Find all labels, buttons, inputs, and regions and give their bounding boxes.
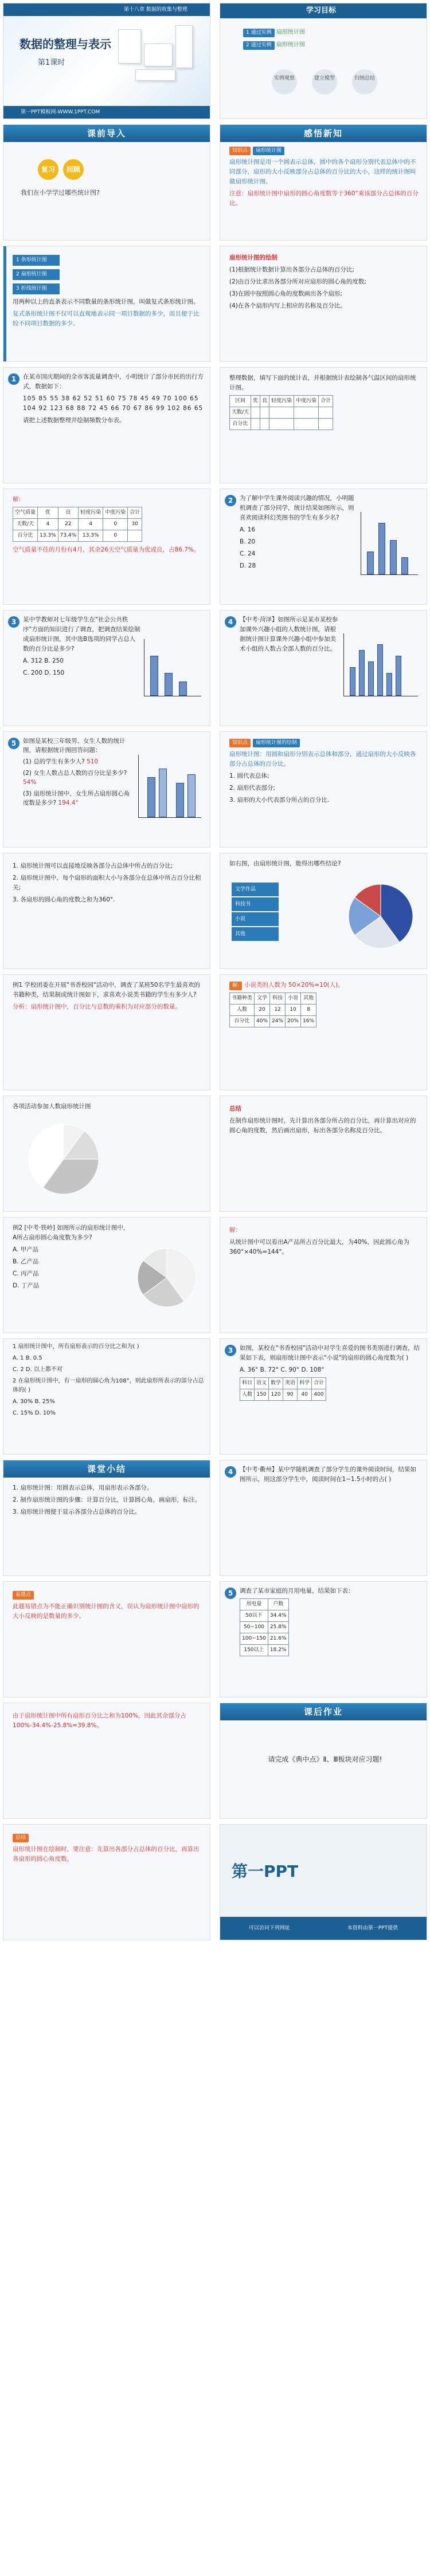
summary-item: 2. 制作扇形统计图的步骤：计算百分比，计算圆心角，画扇形，标注。 bbox=[13, 1496, 201, 1503]
chart-type-label: 3 折线统计图 bbox=[13, 283, 60, 294]
chart-bar bbox=[359, 650, 365, 696]
chart-bar bbox=[179, 682, 187, 696]
option: D. 28 bbox=[240, 562, 256, 569]
pie-chart bbox=[346, 882, 415, 951]
table-cell: 150以上 bbox=[240, 1645, 268, 1656]
chart-bar bbox=[390, 540, 397, 574]
goal-circle: 建立模型 bbox=[312, 69, 337, 94]
slide-chart-types bbox=[3, 246, 210, 362]
cover-bottom-bar: 第一PPT模板网-WWW.1PPT.COM bbox=[3, 106, 210, 119]
table-row bbox=[240, 1389, 326, 1401]
slide-homework bbox=[220, 1703, 427, 1819]
table-cell: 天数/天 bbox=[13, 519, 38, 530]
table-cell: 良 bbox=[58, 507, 79, 519]
example-text: 例1 学校团委在开展"书香校园"活动中，调查了某班50名学生最喜欢的书籍种类，结果制成统计图如下，求喜欢小说类书籍的学生有多少人? bbox=[13, 982, 201, 998]
option: A. 312 bbox=[23, 657, 42, 664]
cover-top-bar: 第十八章 数据的收集与整理 bbox=[3, 3, 210, 16]
question-item: (1) 总的学生有多少人? 510 bbox=[23, 758, 99, 765]
table-cell: 中度污染 bbox=[294, 396, 319, 407]
question-text: 某中学教师对七年级学生在"社会公共秩序"方面的知识进行了调查，把调查结果绘制成扇形统计图，其中选B选项的同学占总人数的百分比是多少? bbox=[23, 616, 140, 652]
table-cell: 小说 bbox=[286, 993, 301, 1005]
table-row bbox=[230, 396, 333, 407]
goals-header: 学习目标 bbox=[220, 3, 427, 18]
question-number: 5 bbox=[225, 1588, 236, 1599]
summary-item: 3. 扇形统计图便于显示各部分占总体的百分比。 bbox=[13, 1508, 141, 1515]
answer-value: 194.4° bbox=[58, 799, 79, 806]
chart-bar bbox=[176, 783, 184, 817]
knowledge-tag: 知识点 bbox=[229, 147, 251, 155]
chart-bar bbox=[386, 673, 392, 696]
table-cell: 书籍种类 bbox=[230, 993, 255, 1005]
slide-practice-3 bbox=[220, 1338, 427, 1455]
question-number: 3 bbox=[225, 1345, 236, 1356]
question-ask: 请把上述数据整理并绘制频数分布表。 bbox=[23, 417, 126, 424]
slide-concept bbox=[220, 124, 427, 241]
slide-exercise-3 bbox=[3, 610, 210, 726]
table-row bbox=[13, 530, 142, 542]
answer-tag: 解: bbox=[229, 982, 242, 990]
error-tag: 易错点 bbox=[13, 1591, 34, 1600]
slide-steps bbox=[220, 246, 427, 362]
option: C. 200 bbox=[23, 669, 43, 676]
table-cell: 数学 bbox=[269, 1378, 283, 1389]
table-cell bbox=[319, 419, 333, 430]
table-cell: 语文 bbox=[255, 1378, 269, 1389]
note-item: 3. 各扇形的圆心角的度数之和为360°. bbox=[13, 896, 115, 903]
practice-q: 2 在扇形统计图中，有一扇形的圆心角为108°，则此扇形所表示的部分占总体的( ) bbox=[13, 1378, 204, 1393]
answer-table bbox=[229, 992, 316, 1027]
table-cell: 其他 bbox=[301, 993, 316, 1005]
option: C. 丙产品 bbox=[13, 1270, 39, 1277]
table-cell: 34.4% bbox=[268, 1610, 288, 1622]
slide-exercise-1 bbox=[3, 367, 210, 483]
table-cell: 21.6% bbox=[268, 1633, 288, 1645]
pie-label: 小说 bbox=[232, 912, 279, 926]
table-cell: 百分比 bbox=[13, 530, 38, 542]
chart-bar bbox=[378, 523, 385, 574]
table-cell: 轻度污染 bbox=[269, 396, 294, 407]
table-cell: 12 bbox=[270, 1005, 286, 1016]
option: D. 以上都不对 bbox=[25, 1366, 62, 1373]
chart-bar bbox=[401, 557, 408, 574]
table-cell: 区间 bbox=[230, 396, 251, 407]
question-number: 5 bbox=[8, 738, 19, 749]
table-cell: 合计 bbox=[128, 507, 142, 519]
bar-chart bbox=[138, 755, 201, 818]
question-data: 105 85 55 38 62 52 51 60 75 78 45 49 70 100 65 104 92 123 68 88 72 45 66 70 67 86 99 102 86 65 bbox=[23, 395, 204, 412]
step-item: 1. 圆代表总体; bbox=[229, 773, 269, 779]
answer-value: 510 bbox=[87, 758, 99, 765]
question-text: 【中考·衢州】某中学随机调查了部分学生的课外阅读时间，结果如图所示，则这部分学生中，阅读时间在1~1.5小时的占( ) bbox=[240, 1466, 416, 1483]
table-cell: 空气质量 bbox=[13, 507, 38, 519]
table-cell: 100~150 bbox=[240, 1633, 268, 1645]
slide-example-1 bbox=[3, 974, 210, 1090]
table-cell: 天数/天 bbox=[230, 407, 251, 419]
table-cell: 轻度污染 bbox=[79, 507, 103, 519]
option: D. 150 bbox=[44, 669, 65, 676]
table-cell bbox=[319, 407, 333, 419]
table-cell: 0 bbox=[103, 530, 128, 542]
goal-text: 扇形统计图 bbox=[276, 29, 305, 36]
option: D. 10% bbox=[34, 1410, 56, 1416]
table-cell: 25.8% bbox=[268, 1622, 288, 1633]
table-cell: 8 bbox=[301, 1005, 316, 1016]
answer-text: 由于扇形统计图中所有扇形百分比之和为100%，因此其余部分占100%-34.4%-25.8%=39.8%。 bbox=[13, 1712, 187, 1729]
table-cell: 合计 bbox=[319, 396, 333, 407]
table-cell bbox=[269, 419, 294, 430]
table-cell: 文学 bbox=[255, 993, 270, 1005]
table-cell: 科技 bbox=[270, 993, 286, 1005]
option: D. 丁产品 bbox=[13, 1282, 40, 1289]
question-text: 如图，某校在"书香校园"活动中对学生喜爱的图书类别进行调查，结果如下表，则扇形统计图中表示"小说"的扇形的圆心角度数为( ) bbox=[240, 1345, 420, 1361]
table-cell: 科学 bbox=[298, 1378, 312, 1389]
slide-lesson-summary bbox=[3, 1460, 210, 1576]
chart-bar bbox=[159, 769, 167, 817]
base-shape bbox=[135, 69, 175, 81]
question-text: 为了解中学生课外阅读兴趣的情况，小明随机调查了部分同学，统计结果如图所示，则喜欢阅读科幻类图书的学生有多少名? bbox=[240, 495, 354, 521]
table-cell: 40 bbox=[298, 1389, 312, 1401]
pie-label: 科技书 bbox=[232, 897, 279, 911]
table-cell bbox=[128, 530, 142, 542]
option: A. 36° bbox=[240, 1366, 259, 1373]
slide-intro bbox=[3, 124, 210, 241]
option: C. 15% bbox=[13, 1410, 33, 1416]
table-row bbox=[230, 993, 316, 1005]
step-item: 2. 扇形代表部分; bbox=[229, 785, 275, 791]
option: C. 90° bbox=[280, 1366, 300, 1373]
option: D. 108° bbox=[301, 1366, 325, 1373]
chart-type-label: 1 条形统计图 bbox=[13, 255, 60, 266]
summary-item: 1. 扇形统计图：用圆表示总体，用扇形表示各部分。 bbox=[13, 1484, 153, 1491]
question-item: (3) 扇形统计图中，女生所占扇形圆心角度数是多少? 194.4° bbox=[23, 790, 130, 806]
question-number: 3 bbox=[8, 616, 19, 628]
concept-text: 扇形统计图：用圆和扇形分别表示总体和部分，通过扇形的大小反映各部分占总体的百分比。 bbox=[229, 751, 416, 767]
pie-label: 文学作品 bbox=[232, 883, 279, 896]
table-row bbox=[240, 1633, 289, 1645]
practice-q: 1 扇形统计图中，所有扇形表示的百分比之和为( ) bbox=[13, 1344, 139, 1350]
pie-question: 如右图，由扇形统计图，能得出哪些结论? bbox=[229, 860, 341, 867]
table-cell: 良 bbox=[260, 396, 269, 407]
prism-shape bbox=[175, 25, 193, 68]
table-cell bbox=[251, 407, 260, 419]
option: A. 甲产品 bbox=[13, 1246, 39, 1253]
knowledge-title: 扇形统计图的绘制 bbox=[253, 739, 300, 747]
slide-practice-5 bbox=[220, 1581, 427, 1697]
goal-text: 扇形统计图 bbox=[276, 42, 305, 48]
concept-text: 扇形统计图是用一个圆表示总体，圆中的各个扇形分别代表总体中的不同部分，扇形的大小反映部分占总体的百分比的大小，这样的统计图叫做扇形统计图。 bbox=[229, 159, 416, 185]
slide-end bbox=[220, 1824, 427, 1940]
table-cell: 120 bbox=[269, 1389, 283, 1401]
option: B. 20 bbox=[240, 538, 256, 545]
step-item: (2)由百分比求出各部分所对应扇形的圆心角的度数; bbox=[229, 278, 366, 285]
table-cell: 20% bbox=[286, 1016, 301, 1027]
answer-table bbox=[13, 507, 142, 542]
slide-answer-table bbox=[3, 489, 210, 605]
option: C. 24 bbox=[240, 550, 256, 557]
pie-chart bbox=[26, 1122, 101, 1196]
table-cell bbox=[260, 407, 269, 419]
option: B. 25% bbox=[34, 1399, 55, 1405]
table-cell: 优 bbox=[38, 507, 58, 519]
option: A. 30% bbox=[13, 1399, 33, 1405]
table-cell: 户数 bbox=[268, 1599, 288, 1610]
end-left: 可以访问下列网址 bbox=[248, 1925, 290, 1931]
option: B. 0.5 bbox=[25, 1355, 42, 1361]
slide-notes bbox=[3, 853, 210, 969]
cube-shape bbox=[144, 44, 173, 66]
slide-cover bbox=[3, 3, 210, 119]
pie-title: 各项活动参加人数扇形统计图 bbox=[13, 1103, 91, 1110]
answer-note: 空气质量不佳的月份有4月，其余26天空气质量为优或良，占86.7%。 bbox=[13, 546, 200, 553]
question-text: 【中考·菏泽】如图所示是某市某校参加课外兴趣小组的人数统计图，请根据统计图计算课外兴趣小组中参加美术小组的人数占全部人数的百分比。 bbox=[240, 616, 338, 652]
table-cell: 中度污染 bbox=[103, 507, 128, 519]
chart-bar bbox=[367, 552, 374, 574]
table-cell: 0 bbox=[103, 519, 128, 530]
answer-value: 54% bbox=[23, 779, 37, 786]
table-cell: 400 bbox=[312, 1389, 326, 1401]
homework-text: 请完成《典中点》Ⅱ、Ⅲ板块对应习题! bbox=[268, 1755, 382, 1763]
table-row bbox=[13, 519, 142, 530]
table-cell: 用电量 bbox=[240, 1599, 268, 1610]
slide-summary-box bbox=[220, 1096, 427, 1212]
table-cell bbox=[260, 419, 269, 430]
goal-circle: 归纳总结 bbox=[352, 69, 377, 94]
chart-bar bbox=[396, 656, 401, 696]
chart-bar bbox=[368, 661, 374, 696]
table-cell: 人数 bbox=[230, 1005, 255, 1016]
table-cell: 20 bbox=[255, 1005, 270, 1016]
summary-text: 在制作扇形统计图时，先计算出各部分所占的百分比，再计算出对应的圆心角的度数，然后画出扇形，标出各部分名称及百分比。 bbox=[229, 1117, 416, 1134]
table-cell: 人数 bbox=[240, 1389, 255, 1401]
question-text: 在某市国庆期间的全市客流量调查中，小明统计了部分市民的出行方式，数据如下： bbox=[23, 373, 204, 390]
question-number: 4 bbox=[225, 1466, 236, 1478]
table-instruction: 整理数据，填写下面的统计表，并根据统计表绘制各气温区间的扇形统计图。 bbox=[229, 375, 416, 391]
pie-chart bbox=[135, 1246, 198, 1309]
slide-error-point bbox=[3, 1581, 210, 1697]
chart-bar bbox=[187, 774, 196, 817]
table-cell: 13.3% bbox=[38, 530, 58, 542]
data-table bbox=[240, 1377, 326, 1401]
table-row bbox=[240, 1645, 289, 1656]
table-cell: 优 bbox=[251, 396, 260, 407]
table-cell: 18.2% bbox=[268, 1645, 288, 1656]
chart-bar bbox=[150, 656, 158, 696]
table-cell: 百分比 bbox=[230, 419, 251, 430]
step-item: (4)在各个扇形内写上相应的名称及百分比。 bbox=[229, 302, 346, 309]
error-text: 此题易错点为不能正确识别统计图的含义，误认为扇形统计图中扇形的大小反映的是数量的多少。 bbox=[13, 1603, 200, 1620]
example-text: 例2 [中考·铁岭] 如图所示的扇形统计图中，A所占扇形圆心角度数为多少? bbox=[13, 1224, 130, 1241]
chart-bar bbox=[165, 673, 173, 696]
cover-title: 数据的整理与表示 bbox=[19, 37, 111, 51]
concept-note: 注意：扇形统计图中扇形的圆心角度数等于360°乘该部分占总体的百分比。 bbox=[229, 190, 419, 207]
table-cell bbox=[269, 407, 294, 419]
table-cell bbox=[251, 419, 260, 430]
answer-label: 解: bbox=[13, 496, 21, 503]
goal-circle: 实例观察 bbox=[272, 69, 297, 94]
table-cell: 40% bbox=[255, 1016, 270, 1027]
chart-bar bbox=[377, 644, 383, 696]
question-number: 4 bbox=[225, 616, 236, 628]
question-text: 如图是某校三年级男、女生人数的统计图，请根据统计图回答问题： bbox=[23, 738, 126, 754]
slide-example-2-answer bbox=[220, 1217, 427, 1333]
table-row bbox=[230, 407, 333, 419]
steps-title: 扇形统计图的绘制 bbox=[229, 254, 277, 261]
slide-exercise-5 bbox=[3, 731, 210, 848]
question-number: 1 bbox=[8, 373, 19, 385]
note-item: 2. 扇形统计图中，每个扇形的面积大小与各部分在总体中所占百分比相关; bbox=[13, 875, 201, 891]
fill-table bbox=[229, 395, 333, 430]
question-number: 2 bbox=[225, 495, 236, 506]
slide-pie-question bbox=[220, 853, 427, 969]
slide-practice-4 bbox=[220, 1460, 427, 1576]
slide-goals bbox=[220, 3, 427, 119]
knowledge-tag: 知识点 bbox=[229, 739, 251, 747]
table-cell bbox=[294, 407, 319, 419]
table-cell: 90 bbox=[283, 1389, 298, 1401]
summary-title: 总结 bbox=[229, 1105, 241, 1112]
table-cell: 百分比 bbox=[230, 1016, 255, 1027]
option: A. 16 bbox=[240, 526, 256, 533]
slide-header: 感悟新知 bbox=[220, 125, 427, 142]
slide-header: 课前导入 bbox=[3, 125, 210, 142]
answer-text: 小说类的人数为 50×20%=10(人)。 bbox=[244, 982, 344, 988]
table-cell: 13.3% bbox=[79, 530, 103, 542]
step-item: 3. 扇形的大小代表部分所占的百分比. bbox=[229, 797, 330, 803]
table-cell: 50以下 bbox=[240, 1610, 268, 1622]
table-cell bbox=[294, 419, 319, 430]
chart-bar bbox=[350, 667, 355, 696]
pie-label: 其他 bbox=[232, 927, 279, 941]
review-badge: 回顾 bbox=[63, 159, 84, 180]
cylinder-shape bbox=[118, 29, 141, 64]
bar-chart bbox=[361, 512, 418, 575]
table-cell: 150 bbox=[255, 1389, 269, 1401]
table-row bbox=[240, 1378, 326, 1389]
table-cell: 24% bbox=[270, 1016, 286, 1027]
table-row bbox=[230, 1016, 316, 1027]
question-item: (2) 女生人数占总人数的百分比是多少? 54% bbox=[23, 770, 127, 786]
option: B. 乙产品 bbox=[13, 1258, 39, 1265]
table-row bbox=[240, 1622, 289, 1633]
table-cell: 合计 bbox=[312, 1378, 326, 1389]
knowledge-title: 扇形统计图 bbox=[253, 147, 284, 155]
table-cell: 10 bbox=[286, 1005, 301, 1016]
table-row bbox=[230, 419, 333, 430]
summary-tag: 总结 bbox=[13, 1834, 29, 1842]
question-text: 调查了某市家庭的月用电量，结果如下表： bbox=[240, 1588, 354, 1594]
table-row bbox=[240, 1599, 289, 1610]
answer-label: 解： bbox=[229, 1227, 241, 1234]
slide-final-summary bbox=[3, 1824, 210, 1940]
chart-type-label: 2 扇形统计图 bbox=[13, 269, 60, 280]
option: A. 1 bbox=[13, 1355, 24, 1361]
option: B. 250 bbox=[44, 657, 64, 664]
table-row bbox=[240, 1610, 289, 1622]
chart-type-text: 用两种以上的直条表示不同数量的条形统计图，叫做复式条形统计图。 bbox=[13, 298, 200, 305]
chart-bar bbox=[147, 777, 155, 817]
slide-pie-example bbox=[3, 1096, 210, 1212]
end-right: 本资料由第一PPT提供 bbox=[347, 1925, 398, 1931]
slide-header: 课后作业 bbox=[220, 1703, 427, 1720]
table-row bbox=[13, 507, 142, 519]
table-cell: 73.4% bbox=[58, 530, 79, 542]
note-item: 1. 扇形统计图可以直接地反映各部分占总体中所占的百分比; bbox=[13, 862, 173, 869]
slide-header: 课堂小结 bbox=[3, 1460, 210, 1478]
option: C. 2 bbox=[13, 1366, 24, 1373]
option: B. 72° bbox=[260, 1366, 279, 1373]
slide-drawing bbox=[220, 731, 427, 848]
summary-text: 扇形统计图在绘制时，要注意：先算出各部分占总体的百分比，再算出各扇形的圆心角度数。 bbox=[13, 1846, 200, 1862]
goal-tag: 2 通过实例 bbox=[243, 41, 275, 50]
table-cell: 4 bbox=[38, 519, 58, 530]
table-cell: 英语 bbox=[283, 1378, 298, 1389]
table-cell: 22 bbox=[58, 519, 79, 530]
step-item: (1)根据统计数据计算出各部分占总体的百分比; bbox=[229, 266, 354, 273]
example-note: 分析：扇形统计图中，百分比与总数的乘积为对应部分的数量。 bbox=[13, 1003, 181, 1010]
chart-type-text2: 复式条形统计图不仅可以直观地表示同一项目数据的多少，而且便于比较不同项目数据的多少。 bbox=[13, 310, 200, 327]
slide-table-fill bbox=[220, 367, 427, 483]
slide-exercise-2 bbox=[220, 489, 427, 605]
slide-example-2 bbox=[3, 1217, 210, 1333]
bar-chart bbox=[144, 639, 201, 696]
cover-subtitle: 第1课时 bbox=[38, 58, 65, 67]
slide-practice-5-answer bbox=[3, 1703, 210, 1819]
table-cell: 科目 bbox=[240, 1378, 255, 1389]
slide-practice bbox=[3, 1338, 210, 1455]
intro-question: 我们在小学学过哪些统计图? bbox=[21, 189, 100, 196]
table-cell: 50~100 bbox=[240, 1622, 268, 1633]
end-logo: 第一PPT bbox=[232, 1862, 299, 1881]
data-table bbox=[240, 1598, 289, 1656]
slide-exercise-4 bbox=[220, 610, 427, 726]
answer-text: 从统计图中可以看出A产品所占百分比最大，为40%，因此圆心角为360°×40%=144°。 bbox=[229, 1239, 410, 1255]
table-row bbox=[230, 1005, 316, 1016]
slide-example-1-answer bbox=[220, 974, 427, 1090]
table-cell: 30 bbox=[128, 519, 142, 530]
review-badge: 复习 bbox=[38, 159, 58, 180]
table-cell: 4 bbox=[79, 519, 103, 530]
table-cell: 16% bbox=[301, 1016, 316, 1027]
step-item: (3)在圆中按照圆心角的度数画出各个扇形; bbox=[229, 290, 342, 297]
goal-tag: 1 通过实例 bbox=[243, 29, 275, 37]
bar-chart bbox=[343, 633, 418, 696]
